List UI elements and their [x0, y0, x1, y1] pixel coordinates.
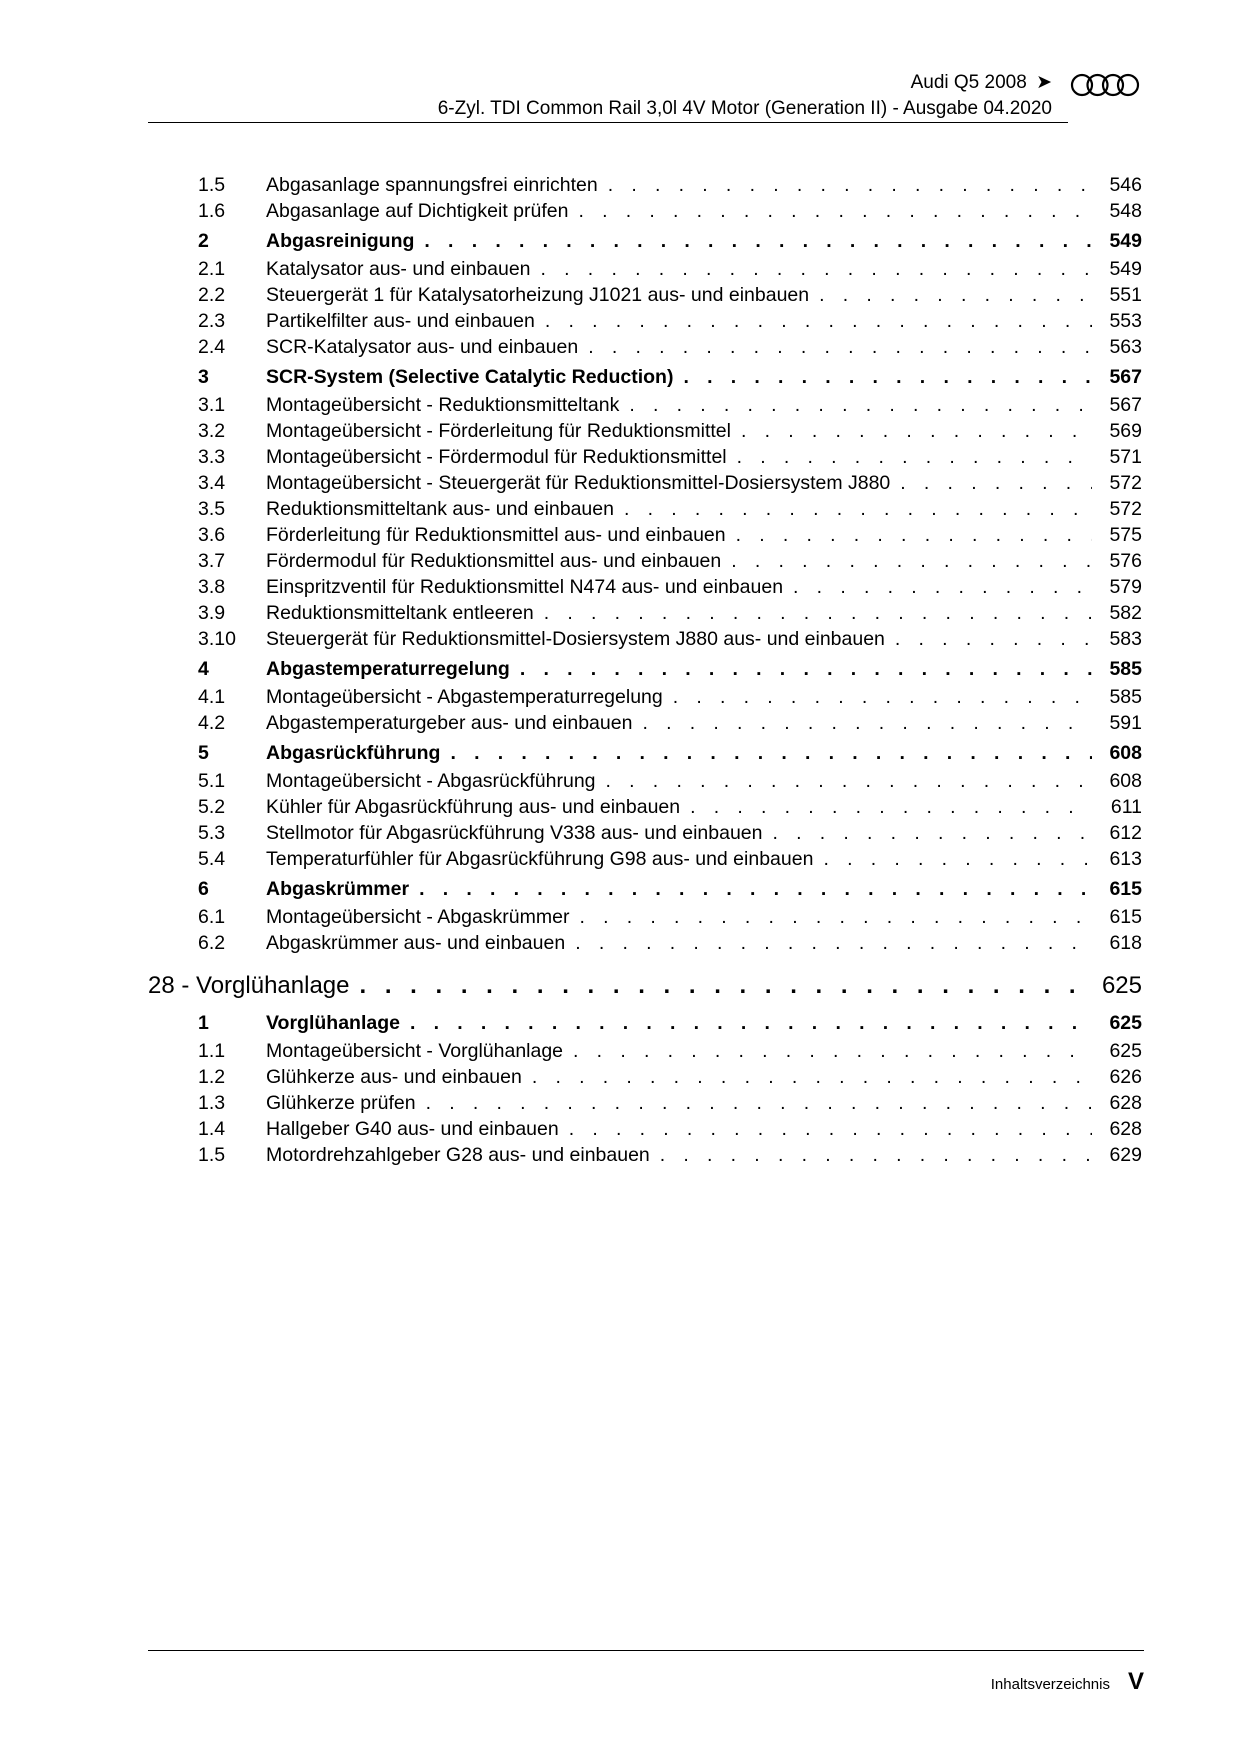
toc-entry-title: Reduktionsmitteltank aus- und einbauen — [266, 498, 614, 520]
toc-entry-number: 4.1 — [198, 686, 226, 708]
dot-leader — [541, 258, 1092, 281]
toc-entry-title: Glühkerze prüfen — [266, 1092, 416, 1114]
toc-entry-page: 625 — [1109, 1040, 1142, 1062]
toc-entry-number: 6 — [198, 878, 209, 900]
toc-entry[interactable] — [148, 550, 1142, 576]
toc-entry[interactable] — [148, 284, 1142, 310]
toc-entry-number: 3.8 — [198, 576, 226, 598]
toc-entry[interactable] — [148, 1118, 1142, 1144]
toc-entry-number: 2.4 — [198, 336, 226, 358]
dot-leader — [426, 1092, 1092, 1115]
toc-entry-page: 563 — [1109, 336, 1142, 358]
toc-entry-number: 1.5 — [198, 174, 226, 196]
toc-section-entry[interactable] — [148, 230, 1142, 258]
toc-entry-title: SCR-Katalysator aus- und einbauen — [266, 336, 579, 358]
toc-entry-title: Fördermodul für Reduktionsmittel aus- und einbauen — [266, 550, 722, 572]
dot-leader — [575, 932, 1092, 955]
toc-entry-page: 576 — [1109, 550, 1142, 572]
toc-entry-page: 613 — [1109, 848, 1142, 870]
toc-section-entry[interactable] — [148, 1012, 1142, 1040]
toc-entry-page: 615 — [1109, 878, 1142, 900]
toc-entry-title: Abgasanlage auf Dichtigkeit prüfen — [266, 200, 569, 222]
arrow-icon: ➤ — [1036, 72, 1052, 93]
toc-entry-title: Montageübersicht - Abgaskrümmer — [266, 906, 570, 928]
toc-entry-number: 2 — [198, 230, 209, 252]
dot-leader — [629, 394, 1092, 417]
toc-entry-title: Abgaskrümmer aus- und einbauen — [266, 932, 566, 954]
dot-leader — [642, 712, 1092, 735]
toc-entry-page: 575 — [1109, 524, 1142, 546]
toc-entry-number: 2.1 — [198, 258, 226, 280]
dot-leader — [544, 602, 1092, 625]
toc-entry-page: 615 — [1109, 906, 1142, 928]
toc-entry-page: 571 — [1109, 446, 1142, 468]
toc-entry-page: 549 — [1109, 230, 1142, 252]
toc-entry[interactable] — [148, 686, 1142, 712]
dot-leader — [690, 796, 1092, 819]
toc-entry-page: 551 — [1109, 284, 1142, 306]
toc-entry-page: 585 — [1109, 658, 1142, 680]
toc-section-entry[interactable] — [148, 366, 1142, 394]
toc-entry-page: 625 — [1101, 972, 1142, 999]
toc-section-entry[interactable] — [148, 878, 1142, 906]
toc-entry-page: 548 — [1109, 200, 1142, 222]
toc-entry-page: 629 — [1109, 1144, 1142, 1166]
toc-entry-title: Montageübersicht - Vorglühanlage — [266, 1040, 564, 1062]
dot-leader — [683, 366, 1092, 389]
toc-entry[interactable] — [148, 822, 1142, 848]
toc-entry-page: 628 — [1109, 1118, 1142, 1140]
toc-entry[interactable] — [148, 336, 1142, 362]
dot-leader — [673, 686, 1092, 709]
toc-entry-number: 1.6 — [198, 200, 226, 222]
dot-leader — [545, 310, 1092, 333]
table-of-contents — [148, 174, 1142, 1170]
toc-entry-title: Kühler für Abgasrückführung aus- und einbauen — [266, 796, 681, 818]
toc-entry-page: 583 — [1109, 628, 1142, 650]
toc-entry-title: Montageübersicht - Förderleitung für Reduktionsmittel — [266, 420, 731, 442]
header-subtitle: 6-Zyl. TDI Common Rail 3,0l 4V Motor (Generation II) - Ausgabe 04.2020 — [437, 98, 1052, 119]
dot-leader — [569, 1118, 1092, 1141]
toc-entry[interactable] — [148, 394, 1142, 420]
toc-entry[interactable] — [148, 1040, 1142, 1066]
toc-entry[interactable] — [148, 472, 1142, 498]
dot-leader — [608, 174, 1092, 197]
header-title-line — [911, 72, 1052, 94]
toc-entry[interactable] — [148, 200, 1142, 226]
toc-entry-title: Steuergerät 1 für Katalysatorheizung J1021 aus- und einbauen — [266, 284, 810, 306]
dot-leader — [573, 1040, 1092, 1063]
toc-entry[interactable] — [148, 602, 1142, 628]
toc-entry-number: 3.9 — [198, 602, 226, 624]
toc-entry-number: 3.1 — [198, 394, 226, 416]
toc-entry-number: 5 — [198, 742, 209, 764]
toc-entry-page: 553 — [1109, 310, 1142, 332]
dot-leader — [579, 906, 1092, 929]
dot-leader — [900, 472, 1092, 495]
toc-entry[interactable] — [148, 446, 1142, 472]
toc-entry[interactable] — [148, 498, 1142, 524]
toc-entry-number: 4 — [198, 658, 209, 680]
toc-entry[interactable] — [148, 524, 1142, 550]
toc-entry[interactable] — [148, 770, 1142, 796]
dot-leader — [588, 336, 1092, 359]
toc-entry[interactable] — [148, 420, 1142, 446]
toc-entry[interactable] — [148, 1092, 1142, 1118]
toc-entry-number: 2.3 — [198, 310, 226, 332]
dot-leader — [823, 848, 1092, 871]
toc-entry[interactable] — [148, 906, 1142, 932]
toc-entry[interactable] — [148, 712, 1142, 738]
toc-entry-number: 1.1 — [198, 1040, 226, 1062]
toc-entry-title: Reduktionsmitteltank entleeren — [266, 602, 534, 624]
audi-rings-icon — [1070, 72, 1140, 98]
toc-entry-number: 3.4 — [198, 472, 226, 494]
dot-leader — [737, 446, 1092, 469]
page-number: V — [1127, 1668, 1144, 1695]
toc-entry-title: Stellmotor für Abgasrückführung V338 aus- und einbauen — [266, 822, 763, 844]
toc-entry-page: 585 — [1109, 686, 1142, 708]
toc-chapter-entry[interactable] — [148, 972, 1142, 1008]
toc-entry-page: 608 — [1109, 742, 1142, 764]
footer-divider — [148, 1650, 1144, 1651]
toc-entry-page: 572 — [1109, 472, 1142, 494]
toc-entry-number: 3.6 — [198, 524, 226, 546]
dot-leader — [360, 972, 1093, 1000]
toc-entry-page: 608 — [1109, 770, 1142, 792]
dot-leader — [773, 822, 1093, 845]
toc-entry-number: 1.2 — [198, 1066, 226, 1088]
dot-leader — [741, 420, 1092, 443]
page-footer — [991, 1668, 1144, 1696]
toc-entry-page: 567 — [1109, 366, 1142, 388]
toc-entry-title: SCR-System (Selective Catalytic Reduction) — [266, 366, 674, 388]
toc-entry[interactable] — [148, 1066, 1142, 1092]
toc-entry-page: 546 — [1109, 174, 1142, 196]
toc-entry-number: 1.5 — [198, 1144, 226, 1166]
toc-entry-number: 5.2 — [198, 796, 226, 818]
dot-leader — [736, 524, 1092, 547]
toc-entry-title: Montageübersicht - Fördermodul für Reduktionsmittel — [266, 446, 727, 468]
toc-entry-number: 3.2 — [198, 420, 226, 442]
toc-entry[interactable] — [148, 932, 1142, 958]
dot-leader — [606, 770, 1092, 793]
toc-entry-page: 625 — [1109, 1012, 1142, 1034]
dot-leader — [660, 1144, 1092, 1167]
toc-entry-title: Montageübersicht - Reduktionsmitteltank — [266, 394, 620, 416]
toc-entry-number: 3.5 — [198, 498, 226, 520]
toc-entry-number: 4.2 — [198, 712, 226, 734]
toc-entry-title: Glühkerze aus- und einbauen — [266, 1066, 522, 1088]
toc-entry-title: Temperaturfühler für Abgasrückführung G98 aus- und einbauen — [266, 848, 814, 870]
toc-entry-page: 626 — [1109, 1066, 1142, 1088]
toc-entry-title: Abgastemperaturgeber aus- und einbauen — [266, 712, 633, 734]
toc-entry-page: 582 — [1109, 602, 1142, 624]
dot-leader — [450, 742, 1092, 765]
toc-entry-number: 6.1 — [198, 906, 226, 928]
toc-entry-number: 2.2 — [198, 284, 226, 306]
toc-entry-title: Motordrehzahlgeber G28 aus- und einbauen — [266, 1144, 650, 1166]
dot-leader — [578, 200, 1092, 223]
toc-section-entry[interactable] — [148, 658, 1142, 686]
toc-entry-title: Einspritzventil für Reduktionsmittel N474 aus- und einbauen — [266, 576, 784, 598]
toc-entry[interactable] — [148, 310, 1142, 336]
toc-section-entry[interactable] — [148, 742, 1142, 770]
dot-leader — [793, 576, 1092, 599]
toc-entry-number: 1.3 — [198, 1092, 226, 1114]
toc-entry-number: 6.2 — [198, 932, 226, 954]
toc-entry-title: Steuergerät für Reduktionsmittel-Dosiersystem J880 aus- und einbauen — [266, 628, 885, 650]
toc-entry-page: 612 — [1109, 822, 1142, 844]
toc-entry-page: 579 — [1109, 576, 1142, 598]
toc-entry-title: Abgasanlage spannungsfrei einrichten — [266, 174, 598, 196]
toc-entry[interactable] — [148, 258, 1142, 284]
toc-entry-number: 5.1 — [198, 770, 226, 792]
dot-leader — [419, 878, 1092, 901]
toc-entry-page: 549 — [1109, 258, 1142, 280]
toc-entry[interactable] — [148, 174, 1142, 200]
toc-entry-page: 618 — [1109, 932, 1142, 954]
toc-entry-title: Abgasreinigung — [266, 230, 415, 252]
toc-entry[interactable] — [148, 848, 1142, 874]
dot-leader — [624, 498, 1092, 521]
toc-entry-number: 5.4 — [198, 848, 226, 870]
toc-entry-title: Montageübersicht - Steuergerät für Reduktionsmittel-Dosiersystem J880 — [266, 472, 891, 494]
toc-entry-page: 628 — [1109, 1092, 1142, 1114]
toc-entry-page: 611 — [1110, 796, 1142, 818]
toc-entry-page: 569 — [1109, 420, 1142, 442]
dot-leader — [532, 1066, 1092, 1089]
dot-leader — [731, 550, 1092, 573]
dot-leader — [424, 230, 1092, 253]
toc-entry-number: 1.4 — [198, 1118, 226, 1140]
toc-entry-title: 28 - Vorglühanlage — [148, 972, 350, 999]
dot-leader — [895, 628, 1092, 651]
toc-entry[interactable] — [148, 796, 1142, 822]
dot-leader — [520, 658, 1092, 681]
toc-entry-number: 5.3 — [198, 822, 226, 844]
toc-entry-page: 572 — [1109, 498, 1142, 520]
toc-entry-title: Montageübersicht - Abgastemperaturregelung — [266, 686, 663, 708]
toc-entry-number: 3.7 — [198, 550, 226, 572]
toc-entry-page: 591 — [1109, 712, 1142, 734]
toc-entry-title: Montageübersicht - Abgasrückführung — [266, 770, 596, 792]
toc-entry-number: 3.3 — [198, 446, 226, 468]
toc-entry-title: Katalysator aus- und einbauen — [266, 258, 531, 280]
header-divider — [148, 122, 1068, 123]
toc-entry-number: 3 — [198, 366, 209, 388]
toc-entry-page: 567 — [1109, 394, 1142, 416]
toc-entry-title: Partikelfilter aus- und einbauen — [266, 310, 535, 332]
footer-label: Inhaltsverzeichnis — [990, 1676, 1110, 1693]
dot-leader — [819, 284, 1092, 307]
toc-entry[interactable] — [148, 576, 1142, 602]
dot-leader — [410, 1012, 1092, 1035]
toc-entry-title: Abgastemperaturregelung — [266, 658, 510, 680]
toc-entry-number: 3.10 — [198, 628, 236, 650]
toc-entry-title: Vorglühanlage — [266, 1012, 400, 1034]
toc-entry-title: Abgasrückführung — [266, 742, 441, 764]
page-header — [148, 72, 1140, 122]
header-title: Audi Q5 2008 — [910, 72, 1027, 93]
toc-entry-title: Hallgeber G40 aus- und einbauen — [266, 1118, 559, 1140]
toc-entry-title: Abgaskrümmer — [266, 878, 410, 900]
toc-entry[interactable] — [148, 1144, 1142, 1170]
toc-entry[interactable] — [148, 628, 1142, 654]
toc-entry-number: 1 — [198, 1012, 209, 1034]
toc-entry-title: Förderleitung für Reduktionsmittel aus- und einbauen — [266, 524, 726, 546]
